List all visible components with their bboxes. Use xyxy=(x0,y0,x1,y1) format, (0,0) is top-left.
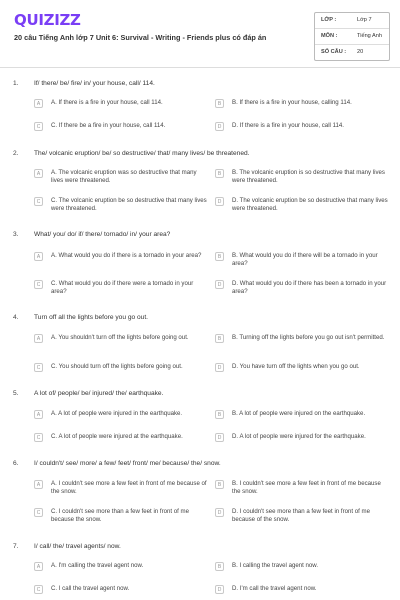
meta-row-count xyxy=(315,45,389,60)
option-letter: D xyxy=(215,508,224,517)
option-letter: D xyxy=(215,197,224,206)
meta-value: 20 xyxy=(357,49,364,55)
question-stem: What/ you/ do/ if/ there/ tornado/ in/ your area? xyxy=(34,231,171,238)
option-letter: B xyxy=(215,480,224,489)
question-stem: I/ couldn't/ see/ more/ a few/ feet/ front/ me/ because/ the/ snow. xyxy=(34,460,221,467)
option-letter: C xyxy=(34,280,43,289)
option-letter: B xyxy=(215,562,224,571)
question-stem: A lot of/ people/ be/ injured/ the/ earthquake. xyxy=(34,390,164,397)
option-letter: D xyxy=(215,280,224,289)
option-text: C. You should turn off the lights before going out. xyxy=(51,363,183,370)
option-text: D. A lot of people were injured for the earthquake. xyxy=(232,433,366,440)
option-letter: B xyxy=(215,334,224,343)
meta-key: MÔN : xyxy=(321,33,338,39)
question-stem: I/ call/ the/ travel agents/ now. xyxy=(34,543,121,550)
option-text: A. I couldn't see more a few feet in front of me because of the snow. xyxy=(51,480,207,495)
option-letter: A xyxy=(34,99,43,108)
meta-row-subject xyxy=(315,29,389,45)
meta-key: LỚP : xyxy=(321,17,337,23)
option-text: A. If there is a fire in your house, call 114. xyxy=(51,99,163,106)
meta-key: SỐ CÂU : xyxy=(321,49,347,55)
option-letter: A xyxy=(34,410,43,419)
option-letter: A xyxy=(34,480,43,489)
meta-info-box xyxy=(314,12,390,61)
question-number: 2. xyxy=(13,150,19,157)
question-stem: Turn off all the lights before you go out. xyxy=(34,314,148,321)
option-text: C. I call the travel agent now. xyxy=(51,585,130,592)
worksheet-header xyxy=(0,0,400,66)
header-divider xyxy=(0,67,400,68)
question-number: 4. xyxy=(13,314,19,321)
option-letter: B xyxy=(215,169,224,178)
option-letter: A xyxy=(34,562,43,571)
question-stem: The/ volcanic eruption/ be/ so destructive/ that/ many lives/ be threatened. xyxy=(34,150,250,157)
option-text: B. The volcanic eruption is so destructive that many lives were threatened. xyxy=(232,169,385,184)
option-text: C. A lot of people were injured at the earthquake. xyxy=(51,433,183,440)
quizizz-logo: QUIZIZZ xyxy=(14,11,81,29)
question-stem: If/ there/ be/ fire/ in/ your house, call/ 114. xyxy=(34,80,155,87)
option-text: C. The volcanic eruption be so destructive that many lives were threatened. xyxy=(51,197,207,212)
option-text: D. What would you do if there has been a tornado in your area? xyxy=(232,280,387,295)
option-letter: C xyxy=(34,122,43,131)
question-number: 7. xyxy=(13,543,19,550)
option-letter: D xyxy=(215,585,224,594)
option-text: A. A lot of people were injured in the earthquake. xyxy=(51,410,183,417)
option-letter: B xyxy=(215,99,224,108)
question-number: 5. xyxy=(13,390,19,397)
option-text: C. What would you do if there were a tornado in your area? xyxy=(51,280,194,295)
meta-value: Lớp 7 xyxy=(357,17,372,23)
option-text: A. You shouldn't turn off the lights before going out. xyxy=(51,334,189,341)
option-text: C. If there be a fire in your house, call 114. xyxy=(51,122,166,129)
option-letter: C xyxy=(34,363,43,372)
question-number: 1. xyxy=(13,80,19,87)
option-text: D. I'm call the travel agent now. xyxy=(232,585,317,592)
option-text: D. The volcanic eruption be so destructive that many lives were threatened. xyxy=(232,197,388,212)
option-letter: D xyxy=(215,433,224,442)
option-text: C. I couldn't see more than a few feet in front of me because the snow. xyxy=(51,508,190,523)
worksheet-title: 20 câu Tiếng Anh lớp 7 Unit 6: Survival - Writing - Friends plus có đáp án xyxy=(14,33,267,42)
option-text: B. A lot of people were injured on the earthquake. xyxy=(232,410,366,417)
option-letter: A xyxy=(34,334,43,343)
meta-value: Tiếng Anh xyxy=(357,33,382,39)
option-text: B. I calling the travel agent now. xyxy=(232,562,319,569)
option-text: A. What would you do if there is a tornado in your area? xyxy=(51,252,202,259)
option-letter: D xyxy=(215,122,224,131)
option-text: D. You have turn off the lights when you go out. xyxy=(232,363,360,370)
option-text: B. I couldn't see more a few feet in front of me because the snow. xyxy=(232,480,381,495)
meta-row-grade xyxy=(315,13,389,29)
option-letter: D xyxy=(215,363,224,372)
question-number: 3. xyxy=(13,231,19,238)
option-text: A. I'm calling the travel agent now. xyxy=(51,562,144,569)
option-letter: B xyxy=(215,410,224,419)
option-text: B. If there is a fire in your house, calling 114. xyxy=(232,99,352,106)
option-letter: A xyxy=(34,169,43,178)
option-text: A. The volcanic eruption was so destructive that many lives were threatened. xyxy=(51,169,197,184)
option-letter: C xyxy=(34,433,43,442)
option-letter: C xyxy=(34,508,43,517)
option-letter: C xyxy=(34,197,43,206)
option-text: B. Turning off the lights before you go out isn't permitted. xyxy=(232,334,385,341)
option-letter: A xyxy=(34,252,43,261)
option-text: D. I couldn't see more than a few feet in front of me because of the snow. xyxy=(232,508,371,523)
option-letter: C xyxy=(34,585,43,594)
option-letter: B xyxy=(215,252,224,261)
question-number: 6. xyxy=(13,460,19,467)
option-text: D. If there is a fire in your house, call 114. xyxy=(232,122,344,129)
option-text: B. What would you do if there will be a tornado in your area? xyxy=(232,252,378,267)
